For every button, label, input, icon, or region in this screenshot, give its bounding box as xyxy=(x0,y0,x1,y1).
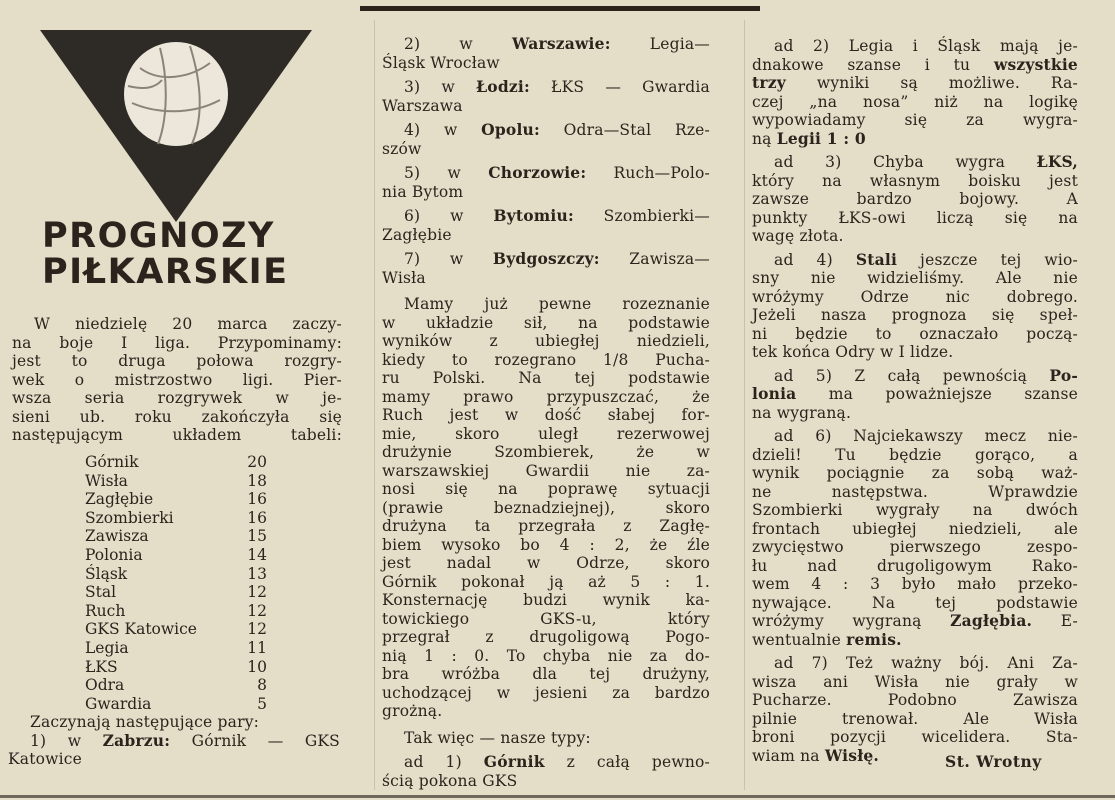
text-line xyxy=(752,306,1078,325)
text-line xyxy=(382,369,710,388)
text-segment: (prawie beznadziejnej), skoro xyxy=(382,498,710,517)
bold-text-segment: Chorzowie: xyxy=(488,163,587,182)
text-segment: wynik pociągnie za sobą waż- xyxy=(752,464,1078,482)
bold-text-segment: Bydgoszczy: xyxy=(492,249,600,268)
team-points: 8 xyxy=(257,676,267,695)
text-line xyxy=(382,499,710,518)
text-segment: ad 3) Chyba wygra xyxy=(774,153,1037,171)
team-name: GKS Katowice xyxy=(85,620,197,639)
text-line xyxy=(752,631,1078,650)
text-segment: zwycięstwo pierwszego zespo- xyxy=(752,538,1078,556)
text-segment: drużyna ta przegrała z Zagłę- xyxy=(382,517,710,535)
text-segment: szów xyxy=(382,139,422,158)
text-segment: Legia— xyxy=(610,35,711,53)
text-line xyxy=(752,153,1078,172)
text-segment: jest to druga połowa rozgry- xyxy=(12,352,342,370)
paragraph xyxy=(752,153,1078,246)
text-line xyxy=(752,172,1078,191)
table-row xyxy=(85,676,267,695)
text-segment: jest nadal w Odrze, skoro xyxy=(382,554,710,572)
text-line xyxy=(382,295,710,314)
text-line xyxy=(8,713,340,732)
bold-text-segment: wszystkie xyxy=(993,54,1078,74)
table-row xyxy=(85,527,267,546)
text-segment: Mamy już pewne rozeznanie xyxy=(404,295,710,313)
text-line xyxy=(382,35,710,54)
text-segment: przegrał z drugoligową Pogo- xyxy=(382,628,710,646)
text-segment: ną xyxy=(752,129,777,148)
text-segment: który na własnym boisku jest xyxy=(752,171,1078,190)
text-segment: bra wróżba dla tej drużyny, xyxy=(382,665,710,683)
text-line xyxy=(382,665,710,684)
paragraph xyxy=(382,35,710,72)
text-line xyxy=(752,343,1078,362)
team-name: Wisła xyxy=(85,471,128,490)
text-segment: Konsternację budzi wynik ka- xyxy=(382,591,710,609)
team-points: 11 xyxy=(247,638,267,657)
text-line xyxy=(382,610,710,629)
team-name: Śląsk xyxy=(85,564,128,583)
bold-text-segment: Zagłębia. xyxy=(950,611,1033,630)
text-line xyxy=(382,554,710,573)
text-line xyxy=(752,37,1078,56)
text-line xyxy=(8,732,340,751)
text-segment: zawsze bardzo bojowy. A xyxy=(752,190,1078,208)
text-line xyxy=(382,332,710,351)
bold-text-segment: Warszawie: xyxy=(511,34,611,53)
text-segment: punkty ŁKS-owi liczą się na xyxy=(752,208,1078,227)
text-line xyxy=(12,408,342,427)
text-segment: E- xyxy=(1032,612,1078,630)
team-name: Szombierki xyxy=(85,508,174,527)
text-segment: 3) w xyxy=(404,78,477,96)
text-segment: wisza ani Wisła nie grały w xyxy=(752,672,1078,691)
text-segment: nosi się na poprawę sytuacji xyxy=(382,480,710,498)
table-row xyxy=(85,565,267,584)
text-segment: W niedzielę 20 marca zaczy- xyxy=(34,315,342,333)
text-segment: grożną. xyxy=(382,702,443,720)
text-segment: wyniki są możliwe. Ra- xyxy=(785,74,1078,92)
bold-text-segment: Legii 1 : 0 xyxy=(776,128,866,148)
text-line xyxy=(382,573,710,592)
table-row xyxy=(85,583,267,602)
text-segment: łu nad drugoligowym Rako- xyxy=(752,556,1078,575)
text-line xyxy=(752,367,1078,386)
column-divider xyxy=(744,20,745,790)
text-segment: Górnik — GKS xyxy=(170,731,340,750)
text-line xyxy=(382,207,710,226)
text-segment: nia Bytom xyxy=(382,182,464,201)
team-name: Polonia xyxy=(85,545,143,564)
text-line xyxy=(752,111,1078,130)
text-segment: Odra—Stal Rze- xyxy=(539,121,710,139)
team-points: 14 xyxy=(247,545,267,564)
text-segment: tek końca Odry w I lidze. xyxy=(752,343,954,361)
middle-column xyxy=(382,35,710,796)
text-line xyxy=(12,352,342,371)
text-line xyxy=(382,226,710,245)
text-segment: Tak więc — nasze typy: xyxy=(404,728,591,747)
text-line xyxy=(382,425,710,444)
text-line xyxy=(752,251,1078,270)
headline-line-2: PIŁKARSKIE xyxy=(42,252,289,292)
text-segment: 4) w xyxy=(404,121,482,139)
text-segment: wentualnie xyxy=(752,630,847,649)
table-row xyxy=(85,602,267,621)
text-line xyxy=(382,772,710,791)
paragraph xyxy=(382,753,710,790)
text-segment: ad 6) Najciekawszy mecz nie- xyxy=(774,427,1078,445)
paragraph xyxy=(382,164,710,201)
text-segment: 1) w xyxy=(30,731,103,750)
text-segment: Jeżeli nasza prognoza się speł- xyxy=(752,306,1078,324)
text-segment: warszawskiej Gwardii nie za- xyxy=(382,461,710,480)
table-row xyxy=(85,490,267,509)
team-points: 5 xyxy=(257,694,267,713)
text-line xyxy=(382,628,710,647)
team-points: 16 xyxy=(247,508,267,527)
text-line xyxy=(752,404,1078,423)
bold-text-segment: Stali xyxy=(855,249,898,269)
paragraph xyxy=(382,78,710,115)
text-segment: 2) w xyxy=(404,35,512,53)
text-segment: Katowice xyxy=(8,750,83,768)
team-name: Zawisza xyxy=(85,527,149,546)
text-line xyxy=(752,520,1078,539)
text-segment: frontach ubiegłej niedzieli, ale xyxy=(752,519,1078,538)
table-row xyxy=(85,546,267,565)
text-line xyxy=(752,575,1078,594)
text-segment: na boje I liga. Przypominamy: xyxy=(12,333,342,352)
text-segment: ścią pokona GKS xyxy=(382,771,518,790)
top-rule xyxy=(360,6,760,11)
headline-line-1: PROGNOZY xyxy=(42,216,275,256)
text-line xyxy=(752,325,1078,344)
football-icon xyxy=(124,42,228,146)
bold-text-segment: trzy xyxy=(752,73,786,92)
team-points: 12 xyxy=(247,620,267,639)
table-row xyxy=(85,620,267,639)
author-signature: St. Wrotny xyxy=(945,752,1042,771)
text-line xyxy=(752,710,1078,729)
text-segment: z całą pewno- xyxy=(544,753,710,771)
team-points: 15 xyxy=(247,527,267,546)
text-line xyxy=(382,591,710,610)
text-segment: ŁKS — Gwardia xyxy=(529,78,710,96)
text-line xyxy=(382,314,710,333)
text-segment: Zagłębie xyxy=(382,225,452,244)
text-segment: ad 7) Też ważny bój. Ani Za- xyxy=(774,654,1078,672)
bold-text-segment: ŁKS, xyxy=(1036,152,1078,171)
text-segment: 7) w xyxy=(404,250,493,268)
text-segment: Wisła xyxy=(382,268,426,287)
first-match-text xyxy=(8,713,340,769)
text-segment: wróżymy wygraną xyxy=(752,612,951,630)
intro-text xyxy=(12,315,342,445)
text-line xyxy=(752,728,1078,747)
table-row xyxy=(85,658,267,677)
text-segment: towickiego GKS-u, który xyxy=(382,609,710,628)
team-name: Stal xyxy=(85,583,117,602)
text-line xyxy=(752,557,1078,576)
paragraph xyxy=(382,207,710,244)
text-line xyxy=(382,684,710,703)
bold-text-segment: remis. xyxy=(846,629,902,649)
paragraph xyxy=(752,37,1078,148)
bold-text-segment: Bytomiu: xyxy=(493,206,574,225)
text-line xyxy=(752,538,1078,557)
team-name: ŁKS xyxy=(85,657,118,676)
bold-text-segment: Wisłę. xyxy=(824,745,880,765)
text-segment: następującym układem tabeli: xyxy=(12,426,342,444)
team-name: Ruch xyxy=(85,601,126,620)
text-line xyxy=(382,164,710,183)
text-line xyxy=(382,140,710,159)
text-segment: mie, skoro uległ rezerwowej xyxy=(382,424,710,443)
text-segment: wróżymy Odrze nic dobrego. xyxy=(752,287,1078,306)
text-segment: Górnik pokonał ją aż 5 : 1. xyxy=(382,572,710,591)
text-segment: ma poważniejsze szanse xyxy=(796,385,1078,403)
bold-text-segment: lonia xyxy=(752,384,797,403)
bold-text-segment: Górnik xyxy=(483,752,545,771)
text-line xyxy=(752,288,1078,307)
text-line xyxy=(12,371,342,390)
text-line xyxy=(12,315,342,334)
text-segment: wsza seria rozgrywek w je- xyxy=(12,389,342,407)
text-line xyxy=(752,74,1078,93)
column-divider xyxy=(374,20,375,790)
team-points: 20 xyxy=(247,453,267,471)
text-line xyxy=(752,385,1078,404)
team-name: Górnik xyxy=(85,453,139,471)
text-line xyxy=(382,536,710,555)
text-line xyxy=(382,250,710,269)
bold-text-segment: Łodzi: xyxy=(476,77,530,96)
text-segment: uchodzącej w jesieni za bardzo xyxy=(382,683,710,702)
paragraph xyxy=(8,732,340,769)
text-line xyxy=(382,517,710,536)
text-line xyxy=(382,183,710,202)
text-segment: ad 4) xyxy=(774,250,856,269)
text-segment: ni będzie to oznaczało począ- xyxy=(752,324,1078,343)
football-emblem xyxy=(40,28,312,224)
text-segment: nywające. Na tej podstawie xyxy=(752,593,1078,612)
text-segment: Pucharze. Podobno Zawisza xyxy=(752,691,1078,709)
text-segment: wypowiadamy się za wygra- xyxy=(752,111,1078,129)
text-line xyxy=(12,426,342,445)
text-segment: w układzie sił, na podstawie xyxy=(382,313,710,332)
text-line xyxy=(752,673,1078,692)
text-segment: sny nie widzieliśmy. Ale nie xyxy=(752,269,1078,287)
text-segment: Ruch jest w dość słabej for- xyxy=(382,406,710,424)
paragraph xyxy=(752,427,1078,649)
text-line xyxy=(752,446,1078,465)
text-line xyxy=(752,594,1078,613)
table-row xyxy=(85,472,267,491)
text-segment: Ruch—Polo- xyxy=(586,164,710,182)
team-points: 12 xyxy=(247,583,267,602)
text-line xyxy=(382,647,710,666)
text-segment: nią 1 : 0. To chyba nie za do- xyxy=(382,646,710,665)
text-segment: sieni ub. roku zakończyła się xyxy=(12,407,342,426)
text-line xyxy=(382,54,710,73)
text-segment: ad 2) Legia i Śląsk mają je- xyxy=(774,37,1078,55)
text-line xyxy=(752,691,1078,710)
text-segment: pilnie trenował. Ale Wisła xyxy=(752,709,1078,728)
team-name: Gwardia xyxy=(85,694,152,713)
text-segment: Śląsk Wrocław xyxy=(382,53,500,72)
team-points: 13 xyxy=(247,564,267,583)
text-line xyxy=(752,427,1078,446)
text-segment: Warszawa xyxy=(382,96,463,115)
text-segment: kiedy to rozegrano 1/8 Pucha- xyxy=(382,350,710,369)
paragraph xyxy=(752,367,1078,423)
text-segment: na wygraną. xyxy=(752,403,852,422)
paragraph xyxy=(382,121,710,158)
text-segment: wek o mistrzostwo ligi. Pier- xyxy=(12,370,342,389)
text-segment: wagę złota. xyxy=(752,227,844,245)
text-segment: jeszcze tej wio- xyxy=(897,250,1078,269)
text-line xyxy=(382,729,710,748)
paragraph xyxy=(752,654,1078,765)
text-segment: ru Polski. Na tej podstawie xyxy=(382,369,710,387)
text-line xyxy=(382,480,710,499)
team-points: 12 xyxy=(247,601,267,620)
text-segment: ad 5) Z całą pewnością xyxy=(774,366,1050,385)
text-line xyxy=(752,227,1078,246)
text-segment: mamy prawo przypuszczać, że xyxy=(382,387,710,406)
text-line xyxy=(382,121,710,140)
text-line xyxy=(382,443,710,462)
text-segment: dzieli! Tu będzie gorąco, a xyxy=(752,445,1078,464)
right-column xyxy=(752,37,1078,770)
text-line xyxy=(382,269,710,288)
text-segment: czej „na nosa” niż na logikę xyxy=(752,92,1078,111)
text-segment: wyników z ubiegłej niedzieli, xyxy=(382,332,710,350)
text-line xyxy=(8,750,340,769)
text-line xyxy=(752,269,1078,288)
text-segment: 5) w xyxy=(404,164,489,182)
text-line xyxy=(382,97,710,116)
text-segment: Szombierki wygrały na dwóch xyxy=(752,501,1078,519)
text-segment: ad 1) xyxy=(404,753,484,771)
text-line xyxy=(752,190,1078,209)
table-row xyxy=(85,639,267,658)
text-segment: Szombierki— xyxy=(573,207,710,225)
paragraph xyxy=(382,250,710,287)
text-line xyxy=(752,501,1078,520)
team-points: 18 xyxy=(247,471,267,490)
text-segment: biem wysoko bo 4 : 2, że źle xyxy=(382,535,710,554)
text-segment: drużynie Szombierek, że w xyxy=(382,443,710,461)
text-line xyxy=(382,753,710,772)
text-segment: 6) w xyxy=(404,207,494,225)
bold-text-segment: Zabrzu: xyxy=(102,730,171,750)
team-name: Zagłębie xyxy=(85,490,154,509)
text-line xyxy=(382,702,710,721)
team-points: 10 xyxy=(247,657,267,676)
text-segment: Zawisza— xyxy=(599,250,710,268)
text-line xyxy=(752,464,1078,483)
text-line xyxy=(382,351,710,370)
text-segment: wiam na xyxy=(752,746,825,765)
text-line xyxy=(752,56,1078,75)
paragraph xyxy=(752,251,1078,362)
text-segment: wem 4 : 3 było mało przeko- xyxy=(752,575,1078,593)
text-line xyxy=(752,612,1078,631)
table-row xyxy=(85,509,267,528)
text-line xyxy=(382,462,710,481)
team-points: 16 xyxy=(247,490,267,509)
text-segment: Zaczynają następujące pary: xyxy=(30,713,260,731)
paragraph xyxy=(8,713,340,732)
paragraph xyxy=(382,295,710,721)
text-line xyxy=(382,388,710,407)
league-table xyxy=(85,453,267,713)
team-name: Odra xyxy=(85,676,125,695)
text-line xyxy=(752,93,1078,112)
text-line xyxy=(752,654,1078,673)
table-row xyxy=(85,695,267,714)
text-line xyxy=(12,389,342,408)
text-line xyxy=(752,209,1078,228)
bold-text-segment: Po- xyxy=(1049,365,1078,385)
table-row xyxy=(85,453,267,472)
bold-text-segment: Opolu: xyxy=(481,120,540,139)
paragraph xyxy=(382,729,710,748)
text-line xyxy=(752,483,1078,502)
text-segment: dnakowe szanse i tu xyxy=(752,55,994,74)
text-line xyxy=(382,78,710,97)
team-name: Legia xyxy=(85,638,129,657)
text-segment: broni pozycji wicelidera. Sta- xyxy=(752,728,1078,746)
text-line xyxy=(382,406,710,425)
text-line xyxy=(12,334,342,353)
text-line xyxy=(752,130,1078,149)
text-segment: ne następstwa. Wprawdzie xyxy=(752,482,1078,501)
